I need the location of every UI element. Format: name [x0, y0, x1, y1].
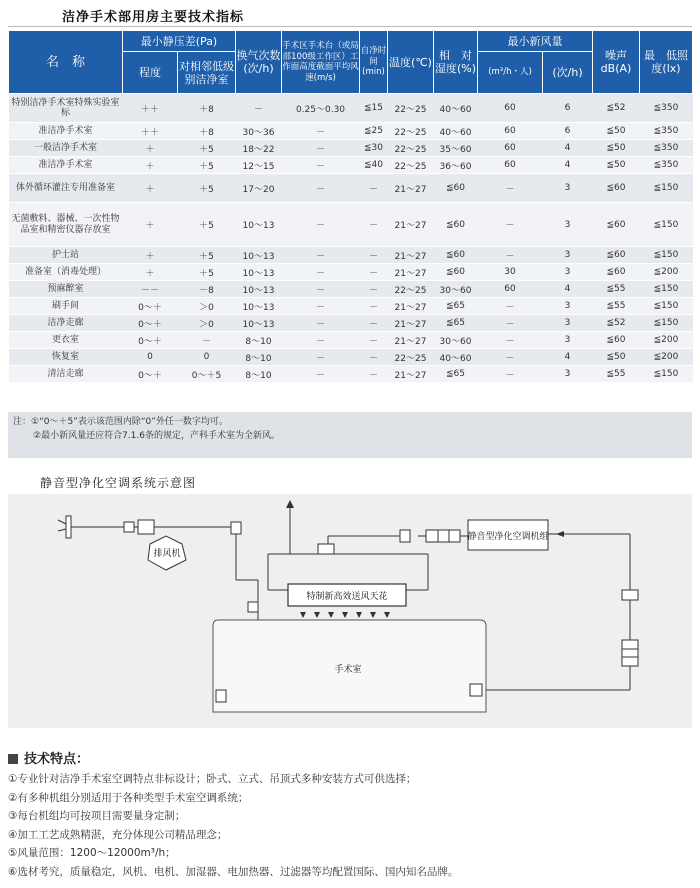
table-row — [9, 264, 693, 281]
cell-fp: 60 — [478, 123, 543, 140]
cell-self: － — [360, 298, 388, 315]
features-heading-text: 技术特点： — [24, 752, 90, 767]
spec-table — [8, 30, 693, 383]
cell-degree: ＋ — [123, 174, 178, 203]
cell-fh: 3 — [543, 174, 593, 203]
cell-lux: ≦150 — [640, 247, 693, 264]
cell-adjacent: ＋5 — [178, 203, 236, 247]
cell-hum: 40～60 — [434, 349, 478, 366]
table-notes — [8, 412, 692, 458]
col-header-fresh-hour: (次/h) — [543, 52, 593, 94]
cell-lux: ≦200 — [640, 349, 693, 366]
cell-ach: 10～13 — [236, 315, 282, 332]
room-label: 手术室 — [334, 665, 362, 675]
cell-lux: ≦350 — [640, 123, 693, 140]
cell-noise: ≦60 — [593, 174, 640, 203]
cell-name: 准备室（消毒处理） — [9, 264, 123, 281]
cell-self: ≦25 — [360, 123, 388, 140]
cell-speed: － — [282, 281, 360, 298]
cell-adjacent: ＞0 — [178, 298, 236, 315]
cell-noise: ≦55 — [593, 281, 640, 298]
cell-self: － — [360, 315, 388, 332]
cell-degree: ＋ — [123, 247, 178, 264]
cell-hum: ≦60 — [434, 247, 478, 264]
cell-lux: ≦150 — [640, 281, 693, 298]
cell-self: － — [360, 332, 388, 349]
cell-noise: ≦50 — [593, 123, 640, 140]
cell-speed: － — [282, 366, 360, 383]
col-header-degree: 程度 — [123, 52, 178, 94]
cell-speed: － — [282, 203, 360, 247]
table-row — [9, 332, 693, 349]
col-header-fresh-person: (m³/h・人) — [478, 52, 543, 94]
cell-speed: 0.25～0.30 — [282, 94, 360, 123]
cell-fp: － — [478, 366, 543, 383]
table-row — [9, 123, 693, 140]
cell-adjacent: －8 — [178, 281, 236, 298]
hvac-schematic — [8, 494, 692, 728]
cell-name: 恢复室 — [9, 349, 123, 366]
cell-self: ≦30 — [360, 140, 388, 157]
cell-fh: 3 — [543, 315, 593, 332]
cell-hum: ≦65 — [434, 366, 478, 383]
cell-speed: － — [282, 174, 360, 203]
cell-fp: 60 — [478, 140, 543, 157]
cell-adjacent: 0 — [178, 349, 236, 366]
cell-lux: ≦200 — [640, 264, 693, 281]
feature-item: ③每台机组均可按项目需要量身定制； — [8, 810, 186, 822]
fan-label: 排风机 — [153, 549, 181, 559]
cell-fh: 4 — [543, 281, 593, 298]
cell-fh: 3 — [543, 298, 593, 315]
cell-temp: 22～25 — [388, 123, 434, 140]
diagram-title: 静音型净化空调系统示意图 — [40, 476, 197, 490]
cell-speed: － — [282, 123, 360, 140]
table-row — [9, 349, 693, 366]
ceiling-label: 特制新高效送风天花 — [306, 592, 388, 602]
cell-name: 准洁净手术室 — [9, 123, 123, 140]
cell-temp: 21～27 — [388, 203, 434, 247]
square-bullet-icon — [8, 754, 18, 764]
cell-fh: 6 — [543, 94, 593, 123]
ahu-label: 静音型净化空调机组 — [467, 532, 549, 542]
col-header-temp: 温度(℃) — [388, 31, 434, 94]
cell-temp: 21～27 — [388, 332, 434, 349]
cell-name: 刷手间 — [9, 298, 123, 315]
cell-adjacent: － — [178, 332, 236, 349]
cell-self: － — [360, 264, 388, 281]
cell-ach: 10～13 — [236, 298, 282, 315]
cell-hum: ≦60 — [434, 264, 478, 281]
cell-adjacent: ＋5 — [178, 140, 236, 157]
cell-fh: 3 — [543, 264, 593, 281]
cell-ach: 8～10 — [236, 332, 282, 349]
cell-temp: 22～25 — [388, 140, 434, 157]
title-divider — [8, 26, 692, 27]
cell-speed: － — [282, 264, 360, 281]
table-row — [9, 366, 693, 383]
col-header-adjacent: 对相邻低级别洁净室 — [178, 52, 236, 94]
cell-temp: 22～25 — [388, 94, 434, 123]
cell-name: 洁净走廊 — [9, 315, 123, 332]
cell-fp: 60 — [478, 94, 543, 123]
cell-fp: － — [478, 203, 543, 247]
cell-fp: － — [478, 174, 543, 203]
cell-hum: ≦65 — [434, 298, 478, 315]
cell-fh: 3 — [543, 332, 593, 349]
cell-speed: － — [282, 247, 360, 264]
cell-self: ≦15 — [360, 94, 388, 123]
col-header-airflow: 手术区手术台（或局部100级工作区）工作面高度截面平均风速(m/s) — [282, 31, 360, 94]
cell-noise: ≦60 — [593, 203, 640, 247]
page-title: 洁净手术部用房主要技术指标 — [62, 10, 245, 25]
cell-self: ≦40 — [360, 157, 388, 174]
cell-degree: 0～＋ — [123, 315, 178, 332]
cell-fp: 60 — [478, 281, 543, 298]
features-list — [8, 770, 458, 881]
cell-noise: ≦50 — [593, 349, 640, 366]
col-header-fresh-air: 最小新风量 — [478, 31, 593, 52]
cell-ach: － — [236, 94, 282, 123]
cell-degree: ＋ — [123, 203, 178, 247]
cell-lux: ≦350 — [640, 94, 693, 123]
cell-fh: 4 — [543, 157, 593, 174]
cell-fp: － — [478, 247, 543, 264]
note-line: 注：①“0～＋5”表示该范围内除“0”外任一数字均可。 — [13, 417, 228, 427]
cell-fh: 3 — [543, 366, 593, 383]
cell-name: 准洁净手术室 — [9, 157, 123, 174]
cell-adjacent: ＋5 — [178, 247, 236, 264]
feature-item: ⑤风量范围：1200～12000m³/h； — [8, 847, 176, 859]
cell-ach: 18～22 — [236, 140, 282, 157]
cell-ach: 10～13 — [236, 264, 282, 281]
table-row — [9, 315, 693, 332]
cell-degree: 0～＋ — [123, 298, 178, 315]
cell-self: － — [360, 203, 388, 247]
cell-hum: 30～60 — [434, 332, 478, 349]
col-header-air-change: 换气次数(次/h) — [236, 31, 282, 94]
cell-speed: － — [282, 157, 360, 174]
cell-noise: ≦55 — [593, 366, 640, 383]
note-line: ②最小新风量还应符合7.1.6条的规定，产科手术室为全新风。 — [33, 431, 280, 441]
cell-lux: ≦150 — [640, 366, 693, 383]
cell-noise: ≦55 — [593, 298, 640, 315]
col-header-name: 名 称 — [9, 31, 123, 94]
table-row — [9, 203, 693, 247]
cell-noise: ≦50 — [593, 157, 640, 174]
col-header-self-clean: 自净时间(min) — [360, 31, 388, 94]
col-header-noise: 噪声dB(A) — [593, 31, 640, 94]
cell-ach: 10～13 — [236, 203, 282, 247]
cell-lux: ≦350 — [640, 140, 693, 157]
feature-item: ①专业针对洁净手术室空调特点非标设计；卧式、立式、吊顶式多种安装方式可供选择； — [8, 773, 417, 785]
cell-fh: 4 — [543, 140, 593, 157]
cell-name: 护士站 — [9, 247, 123, 264]
cell-name: 更衣室 — [9, 332, 123, 349]
cell-lux: ≦200 — [640, 332, 693, 349]
cell-self: － — [360, 349, 388, 366]
cell-temp: 22～25 — [388, 349, 434, 366]
table-row — [9, 298, 693, 315]
cell-self: － — [360, 281, 388, 298]
cell-ach: 8～10 — [236, 366, 282, 383]
cell-adjacent: ＋8 — [178, 123, 236, 140]
table-row — [9, 94, 693, 123]
cell-hum: ≦60 — [434, 174, 478, 203]
col-header-humidity: 相 对湿度(%) — [434, 31, 478, 94]
cell-ach: 12～15 — [236, 157, 282, 174]
cell-ach: 10～13 — [236, 281, 282, 298]
table-row — [9, 174, 693, 203]
cell-hum: 40～60 — [434, 123, 478, 140]
cell-noise: ≦50 — [593, 140, 640, 157]
cell-degree: －－ — [123, 281, 178, 298]
cell-fp: － — [478, 349, 543, 366]
cell-fh: 6 — [543, 123, 593, 140]
col-header-min-static: 最小静压差(Pa) — [123, 31, 236, 52]
hvac-diagram — [8, 494, 692, 728]
table-row — [9, 281, 693, 298]
cell-name: 特别洁净手术室特殊实验室标 — [9, 94, 123, 123]
feature-item: ④加工工艺成熟精湛，充分体现公司精品理念； — [8, 828, 228, 841]
cell-noise: ≦60 — [593, 247, 640, 264]
cell-name: 无菌敷料、器械、一次性物品室和精密仪器存放室 — [9, 203, 123, 247]
cell-temp: 22～25 — [388, 281, 434, 298]
cell-noise: ≦60 — [593, 332, 640, 349]
features-heading — [8, 748, 89, 767]
cell-hum: 40～60 — [434, 94, 478, 123]
cell-degree: 0～＋ — [123, 332, 178, 349]
cell-degree: 0～＋ — [123, 366, 178, 383]
cell-name: 一般洁净手术室 — [9, 140, 123, 157]
cell-name: 清洁走廊 — [9, 366, 123, 383]
table-row — [9, 247, 693, 264]
cell-speed: － — [282, 332, 360, 349]
table-row — [9, 140, 693, 157]
cell-adjacent: ＋8 — [178, 94, 236, 123]
cell-speed: － — [282, 315, 360, 332]
cell-noise: ≦52 — [593, 94, 640, 123]
cell-name: 预麻醉室 — [9, 281, 123, 298]
cell-temp: 21～27 — [388, 174, 434, 203]
cell-fh: 4 — [543, 349, 593, 366]
cell-fp: － — [478, 315, 543, 332]
cell-adjacent: ＋5 — [178, 174, 236, 203]
cell-lux: ≦150 — [640, 298, 693, 315]
cell-speed: － — [282, 140, 360, 157]
cell-degree: ＋＋ — [123, 123, 178, 140]
col-header-lux: 最 低照度(lx) — [640, 31, 693, 94]
cell-name: 体外循环灌注专用准备室 — [9, 174, 123, 203]
cell-degree: ＋ — [123, 157, 178, 174]
cell-temp: 22～25 — [388, 157, 434, 174]
cell-ach: 10～13 — [236, 247, 282, 264]
cell-degree: ＋ — [123, 264, 178, 281]
cell-temp: 21～27 — [388, 264, 434, 281]
cell-lux: ≦150 — [640, 203, 693, 247]
cell-ach: 17～20 — [236, 174, 282, 203]
cell-degree: ＋＋ — [123, 94, 178, 123]
cell-self: － — [360, 366, 388, 383]
cell-noise: ≦60 — [593, 264, 640, 281]
feature-item: ⑥选材考究，质量稳定，风机、电机、加湿器、电加热器、过滤器等均配置国际、国内知名品牌。 — [8, 865, 459, 878]
cell-fh: 3 — [543, 203, 593, 247]
cell-self: － — [360, 174, 388, 203]
cell-fp: 60 — [478, 157, 543, 174]
cell-fp: － — [478, 298, 543, 315]
cell-adjacent: 0～＋5 — [178, 366, 236, 383]
cell-hum: 36～60 — [434, 157, 478, 174]
cell-lux: ≦150 — [640, 174, 693, 203]
cell-speed: － — [282, 298, 360, 315]
cell-fh: 3 — [543, 247, 593, 264]
cell-lux: ≦350 — [640, 157, 693, 174]
cell-temp: 21～27 — [388, 298, 434, 315]
cell-speed: － — [282, 349, 360, 366]
cell-adjacent: ＋5 — [178, 264, 236, 281]
cell-lux: ≦150 — [640, 315, 693, 332]
cell-self: － — [360, 247, 388, 264]
cell-fp: 30 — [478, 264, 543, 281]
cell-temp: 21～27 — [388, 366, 434, 383]
cell-fp: － — [478, 332, 543, 349]
table-row — [9, 157, 693, 174]
cell-hum: ≦60 — [434, 203, 478, 247]
feature-item: ②有多种机组分别适用于各种类型手术室空调系统； — [8, 791, 249, 804]
cell-ach: 8～10 — [236, 349, 282, 366]
cell-hum: 35～60 — [434, 140, 478, 157]
cell-temp: 21～27 — [388, 315, 434, 332]
cell-adjacent: ＞0 — [178, 315, 236, 332]
cell-hum: ≦65 — [434, 315, 478, 332]
cell-adjacent: ＋5 — [178, 157, 236, 174]
cell-temp: 21～27 — [388, 247, 434, 264]
cell-ach: 30～36 — [236, 123, 282, 140]
cell-noise: ≦52 — [593, 315, 640, 332]
cell-hum: 30～60 — [434, 281, 478, 298]
cell-degree: 0 — [123, 349, 178, 366]
cell-degree: ＋ — [123, 140, 178, 157]
